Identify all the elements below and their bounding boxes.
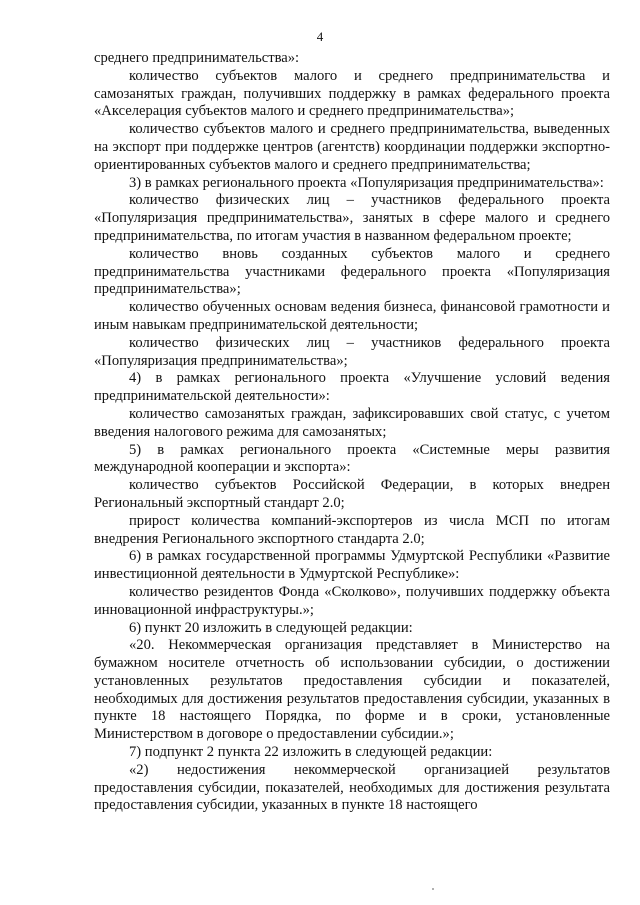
paragraph: количество субъектов малого и среднего предпринимательства, выведенных на экспорт при поддержке центров (агентств) координации поддержки экспортно-ориентированных субъектов малого и среднего предпринимательства; <box>94 121 610 173</box>
paragraph: количество субъектов малого и среднего предпринимательства и самозанятых граждан, получивших поддержку в рамках федерального проекта «Акселерация субъектов малого и среднего предпринимательства»; <box>94 67 610 120</box>
paragraph: 3) в рамках регионального проекта «Популяризация предпринимательства»: <box>129 174 604 191</box>
paragraph: 5) в рамках регионального проекта «Системные меры развития международной кооперации и экспорта»: <box>94 441 610 476</box>
paragraph: 7) подпункт 2 пункта 22 изложить в следующей редакции: <box>129 744 493 761</box>
paragraph: количество физических лиц – участников федерального проекта «Популяризация предпринимательства»; <box>94 334 610 369</box>
document-body <box>94 50 610 815</box>
page-number: 4 <box>316 29 324 44</box>
paragraph: 4) в рамках регионального проекта «Улучшение условий ведения предпринимательской деятельности»: <box>94 370 610 405</box>
paragraph: количество резидентов Фонда «Сколково», получивших поддержку объекта инновационной инфраструктуры.»; <box>94 583 610 618</box>
paragraph: количество вновь созданных субъектов малого и среднего предпринимательства участниками федерального проекта «Популяризация предпринимательства»; <box>94 245 610 298</box>
paragraph: «2) недостижения некоммерческой организацией результатов предоставления субсидии, показателей, необходимых для достижения результата предоставления субсидии, указанных в пункте 18 настоящего <box>94 761 610 814</box>
paragraph: количество физических лиц – участников федерального проекта «Популяризация предпринимательства», занятых в сфере малого и среднего предпринимательства, по итогам участия в названном федеральном проекте; <box>94 192 610 244</box>
paragraph: среднего предпринимательства»: <box>94 50 300 66</box>
paragraph: 6) в рамках государственной программы Удмуртской Республики «Развитие инвестиционной деятельности в Удмуртской Республике»: <box>94 548 610 583</box>
paragraph: «20. Некоммерческая организация представляет в Министерство на бумажном носителе отчетность об использовании субсидии, о достижении установленных результатов предоставления субсидии и показателей, необходимых для достижения результатов предоставления субсидии, указанных в пункте 18 настоящего Порядка, по форме и в сроки, установленные Министерством в договоре о предоставлении субсидии.»; <box>94 637 610 743</box>
scan-speck <box>432 888 434 890</box>
paragraph: количество самозанятых граждан, зафиксировавших свой статус, с учетом введения налогового режима для самозанятых; <box>94 405 610 440</box>
paragraph: прирост количества компаний-экспортеров из числа МСП по итогам внедрения Регионального экспортного стандарта 2.0; <box>94 512 610 547</box>
paragraph: 6) пункт 20 изложить в следующей редакции: <box>129 619 413 636</box>
paragraph: количество обученных основам ведения бизнеса, финансовой грамотности и иным навыкам предпринимательской деятельности; <box>94 299 610 333</box>
paragraph: количество субъектов Российской Федерации, в которых внедрен Региональный экспортный стандарт 2.0; <box>94 477 610 511</box>
